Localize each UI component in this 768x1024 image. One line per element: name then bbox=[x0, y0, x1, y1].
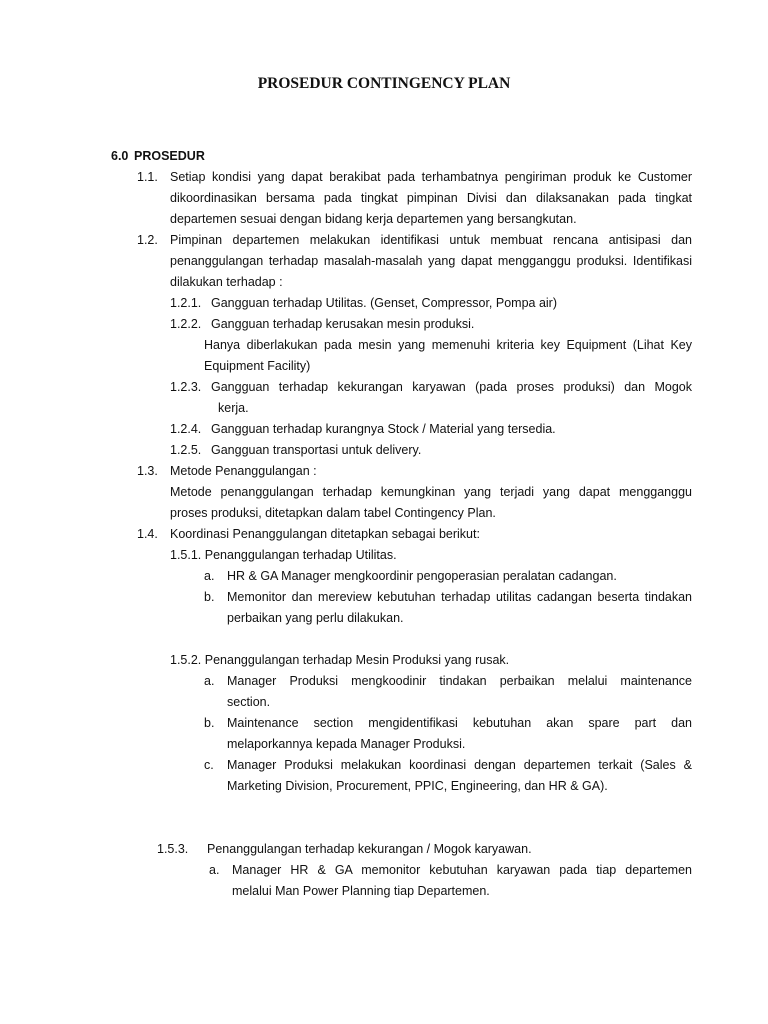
page-title: PROSEDUR CONTINGENCY PLAN bbox=[257, 75, 511, 92]
subitem-text: Gangguan terhadap kurangnya Stock / Material yang tersedia. bbox=[211, 422, 556, 436]
list-item-text: Marketing Division, Procurement, PPIC, Engineering, dan HR & GA). bbox=[227, 779, 608, 793]
subitem-text: Gangguan terhadap Utilitas. (Genset, Compressor, Pompa air) bbox=[211, 296, 558, 310]
subitem-heading: 1.5.2. Penanggulangan terhadap Mesin Produksi yang rusak. bbox=[170, 653, 510, 667]
item-number: 1.2. bbox=[137, 233, 158, 247]
subitem-text: kerja. bbox=[218, 401, 249, 415]
note-line: Equipment Facility) bbox=[204, 359, 311, 373]
note-line: Hanya diberlakukan pada mesin yang memenuhi kriteria key Equipment (Lihat Key bbox=[204, 338, 692, 352]
subitem-text: Gangguan terhadap kerusakan mesin produksi. bbox=[211, 317, 475, 331]
subitem-number: 1.2.4. bbox=[170, 422, 202, 436]
item-number: 1.3. bbox=[137, 464, 158, 478]
item-number: 1.4. bbox=[137, 527, 158, 541]
paragraph-line: dikoordinasikan bersama pada tingkat pimpinan Divisi dan dilaksanakan pada tingkat bbox=[170, 191, 692, 205]
subitem-number: 1.2.5. bbox=[170, 443, 202, 457]
item-heading: Koordinasi Penanggulangan ditetapkan sebagai berikut: bbox=[170, 527, 480, 541]
subitem-number: 1.2.2. bbox=[170, 317, 202, 331]
list-item-text: Memonitor dan mereview kebutuhan terhadap utilitas cadangan beserta tindakan bbox=[227, 590, 692, 604]
list-marker: b. bbox=[204, 716, 215, 730]
paragraph-line: proses produksi, ditetapkan dalam tabel Contingency Plan. bbox=[170, 506, 496, 520]
subitem-number: 1.5.3. bbox=[157, 842, 189, 856]
list-marker: a. bbox=[204, 674, 215, 688]
list-item-text: Manager Produksi melakukan koordinasi dengan departemen terkait (Sales & bbox=[227, 758, 692, 772]
paragraph-line: dilakukan terhadap : bbox=[170, 275, 283, 289]
subitem-text: Gangguan terhadap kekurangan karyawan (pada proses produksi) dan Mogok bbox=[211, 380, 692, 394]
list-item-text: section. bbox=[227, 695, 271, 709]
subitem-text: Gangguan transportasi untuk delivery. bbox=[211, 443, 422, 457]
section-number: 6.0 bbox=[111, 149, 129, 163]
item-number: 1.1. bbox=[137, 170, 158, 184]
list-item-text: Manager Produksi mengkoodinir tindakan perbaikan melalui maintenance bbox=[227, 674, 692, 688]
paragraph-line: penanggulangan terhadap masalah-masalah yang dapat mengganggu produksi. Identifikasi bbox=[170, 254, 692, 268]
paragraph-line: departemen sesuai dengan bidang kerja departemen yang bersangkutan. bbox=[170, 212, 577, 226]
paragraph-line: Setiap kondisi yang dapat berakibat pada terhambatnya pengiriman produk ke Customer bbox=[170, 170, 692, 184]
list-item-text: melalui Man Power Planning tiap Departemen. bbox=[232, 884, 490, 898]
list-item-text: Maintenance section mengidentifikasi kebutuhan akan spare part dan bbox=[227, 716, 692, 730]
section-heading: PROSEDUR bbox=[134, 149, 205, 163]
list-marker: c. bbox=[204, 758, 214, 772]
subitem-heading: 1.5.1. Penanggulangan terhadap Utilitas. bbox=[170, 548, 397, 562]
list-item-text: perbaikan yang perlu dilakukan. bbox=[227, 611, 404, 625]
item-heading: Metode Penanggulangan : bbox=[170, 464, 317, 478]
subitem-number: 1.2.1. bbox=[170, 296, 202, 310]
list-marker: a. bbox=[209, 863, 220, 877]
list-marker: b. bbox=[204, 590, 215, 604]
list-item-text: Manager HR & GA memonitor kebutuhan karyawan pada tiap departemen bbox=[232, 863, 692, 877]
subitem-heading: Penanggulangan terhadap kekurangan / Mogok karyawan. bbox=[207, 842, 532, 856]
list-item-text: HR & GA Manager mengkoordinir pengoperasian peralatan cadangan. bbox=[227, 569, 617, 583]
list-marker: a. bbox=[204, 569, 215, 583]
paragraph-line: Metode penanggulangan terhadap kemungkinan yang terjadi yang dapat mengganggu bbox=[170, 485, 692, 499]
subitem-number: 1.2.3. bbox=[170, 380, 202, 394]
paragraph-line: Pimpinan departemen melakukan identifikasi untuk membuat rencana antisipasi dan bbox=[170, 233, 692, 247]
list-item-text: melaporkannya kepada Manager Produksi. bbox=[227, 737, 466, 751]
